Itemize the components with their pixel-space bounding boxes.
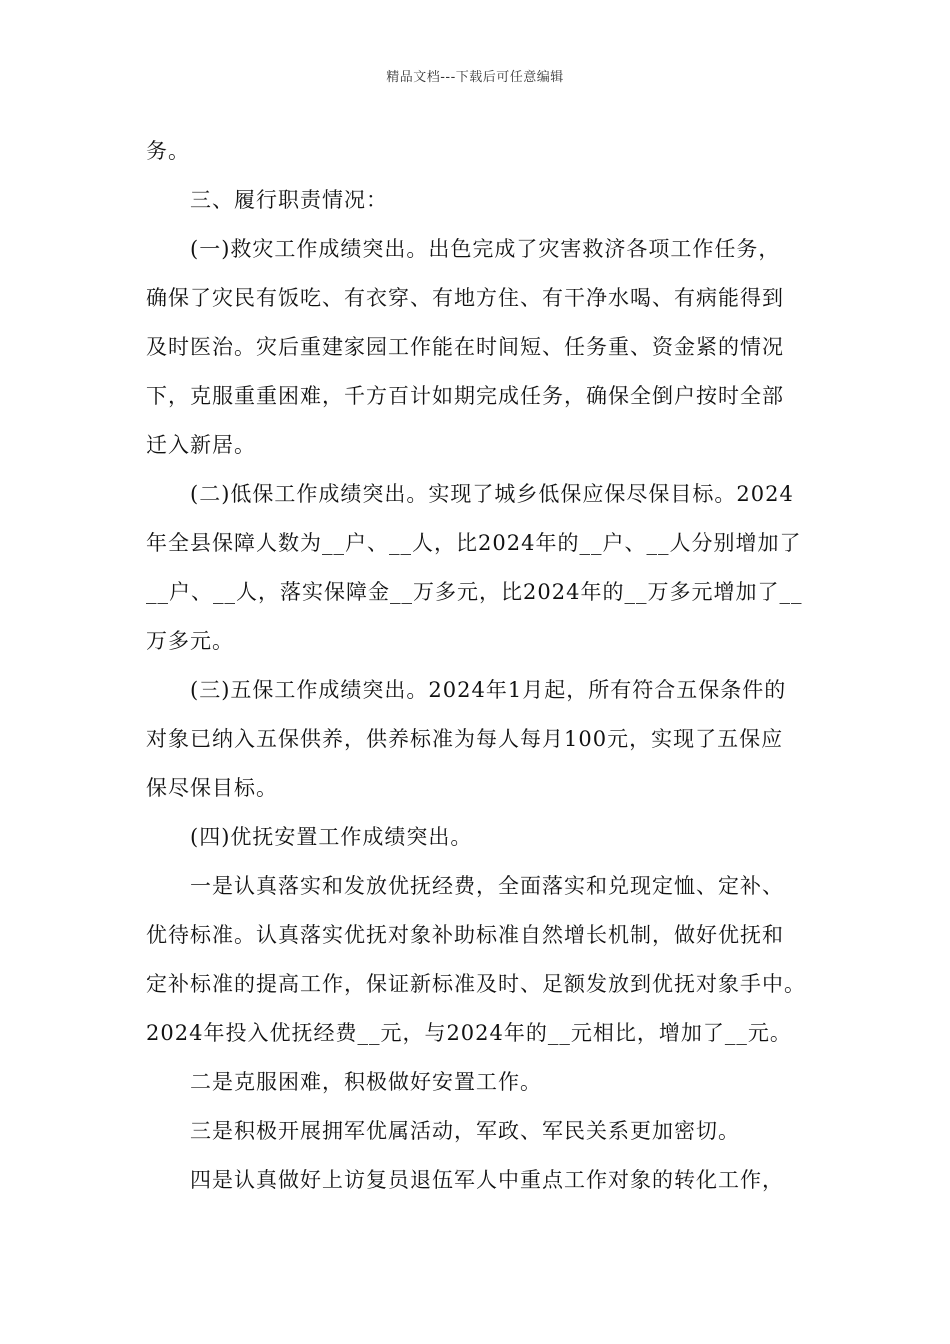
text-line: 务。 [146, 139, 190, 163]
text-line: (三)五保工作成绩突出。2024年1月起，所有符合五保条件的 [190, 678, 787, 702]
text-line: 二是克服困难，积极做好安置工作。 [190, 1070, 542, 1094]
text-line: 三、履行职责情况： [190, 188, 388, 212]
document-body [146, 127, 826, 1205]
text-line: 一是认真落实和发放优抚经费，全面落实和兑现定恤、定补、 [190, 874, 784, 898]
text-line: 下，克服重重困难，千方百计如期完成任务，确保全倒户按时全部 [146, 384, 784, 408]
text-line: 迁入新居。 [146, 433, 256, 457]
text-line: 确保了灾民有饭吃、有衣穿、有地方住、有干净水喝、有病能得到 [146, 286, 784, 310]
text-line: 定补标准的提高工作，保证新标准及时、足额发放到优抚对象手中。 [146, 972, 806, 996]
text-line: 2024年投入优抚经费__元，与2024年的__元相比，增加了__元。 [146, 1021, 792, 1045]
text-line: __户、__人，落实保障金__万多元，比2024年的__万多元增加了__ [146, 580, 803, 604]
text-line: 保尽保目标。 [146, 776, 278, 800]
text-line: 三是积极开展拥军优属活动，军政、军民关系更加密切。 [190, 1119, 740, 1143]
page-header: 精品文档---下载后可任意编辑 [386, 70, 564, 85]
text-line: 四是认真做好上访复员退伍军人中重点工作对象的转化工作， [190, 1168, 784, 1192]
text-line: 及时医治。灾后重建家园工作能在时间短、任务重、资金紧的情况 [146, 335, 784, 359]
text-line: (一)救灾工作成绩突出。出色完成了灾害救济各项工作任务， [190, 237, 781, 261]
text-line: (二)低保工作成绩突出。实现了城乡低保应保尽保目标。2024 [190, 482, 794, 506]
text-line: 优待标准。认真落实优抚对象补助标准自然增长机制，做好优抚和 [146, 923, 784, 947]
text-line: 万多元。 [146, 629, 234, 653]
text-line: 对象已纳入五保供养，供养标准为每人每月100元，实现了五保应 [146, 727, 784, 751]
text-line: (四)优抚安置工作成绩突出。 [190, 825, 473, 849]
text-line: 年全县保障人数为__户、__人，比2024年的__户、__人分别增加了 [146, 531, 802, 555]
